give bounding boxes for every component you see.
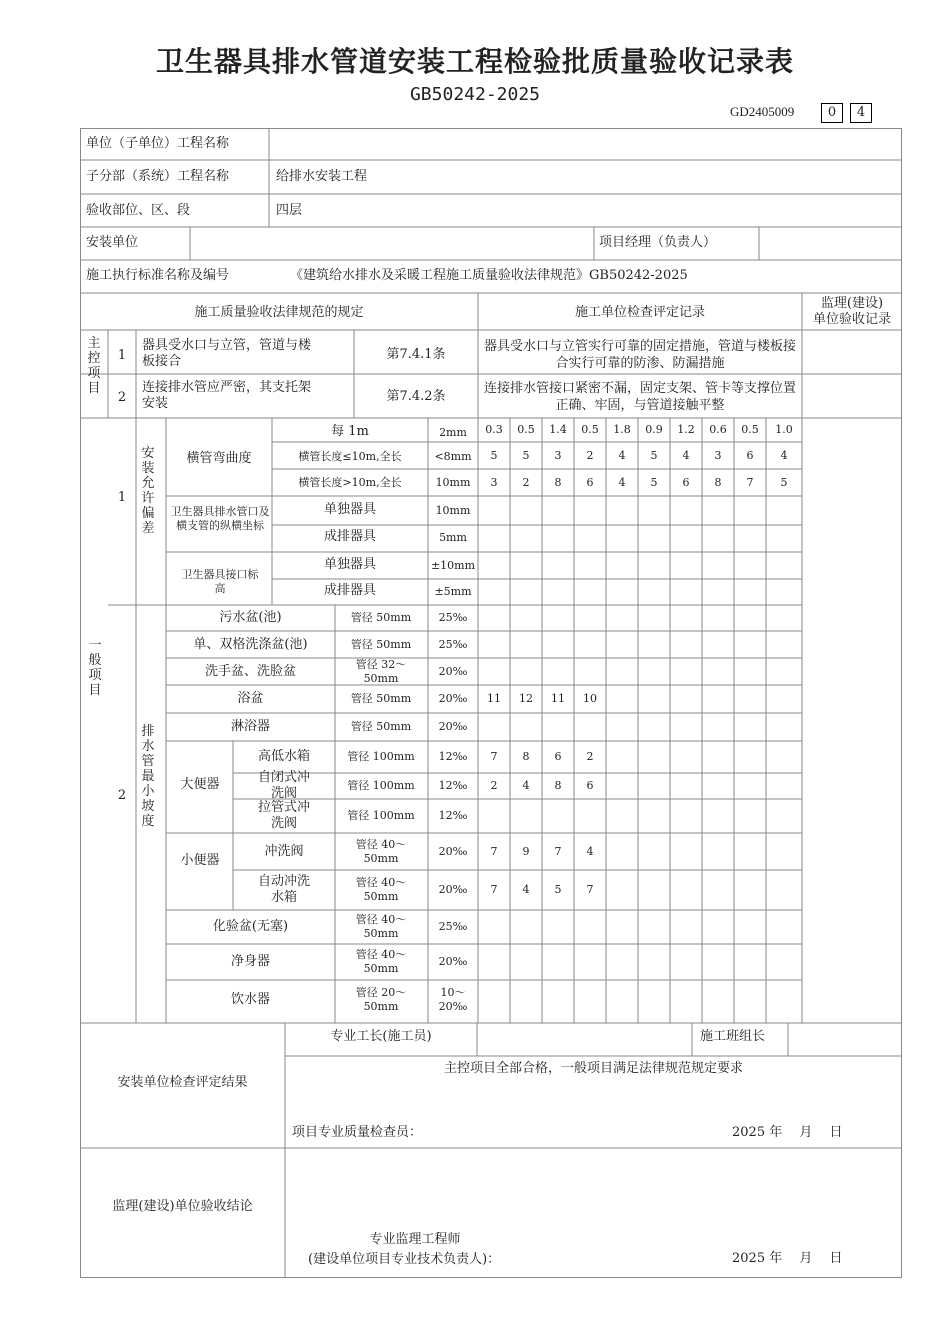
slope-row-2-value: 25‰ (438, 637, 468, 651)
install-conclusion[interactable]: 主控项目全部合格，一般项目满足法律规范规定要求 (443, 1061, 743, 1076)
slope-measure-cell[interactable]: 4 (586, 844, 594, 858)
bend-measure-cell[interactable]: 1.4 (549, 423, 567, 436)
bend-measure-cell[interactable]: 4 (780, 448, 788, 462)
slope-row-12-pipe: 管径 40～50mm (355, 948, 407, 975)
slope-measure-cell[interactable]: 10 (583, 692, 597, 705)
group-toilet-label: 大便器 (180, 777, 220, 792)
main-item-1-clause: 第7.4.1条 (386, 347, 446, 362)
foreman-label: 专业工长(施工员) (330, 1029, 432, 1044)
slope-measure-cell[interactable]: 11 (551, 692, 565, 705)
per-1m-tolerance: 2mm (439, 426, 467, 439)
bend-measure-cell[interactable]: 5 (780, 475, 788, 489)
elev-single-label: 单独器具 (323, 557, 376, 572)
bend-measure-cell[interactable]: 3 (490, 475, 498, 489)
slope-row-5-pipe: 管径 50mm (350, 720, 412, 733)
bend-measure-cell[interactable]: 6 (682, 475, 690, 489)
project-manager-label: 项目经理（负责人） (599, 235, 717, 250)
gt10-tolerance: 10mm (435, 476, 471, 489)
slope-row-10-pipe: 管径 40～50mm (355, 876, 407, 903)
le10-tolerance: <8mm (434, 450, 472, 463)
bend-measure-cell[interactable]: 3 (714, 448, 722, 462)
le10-label: 横管长度≤10m,全长 (298, 450, 402, 463)
slope-row-7-pipe: 管径 100mm (347, 779, 415, 792)
slope-row-7-name: 自闭式冲洗阀 (257, 770, 310, 801)
general-label: 一般项目 (88, 638, 102, 698)
slope-measure-cell[interactable]: 8 (522, 750, 530, 763)
slope-row-9-value: 20‰ (438, 844, 468, 858)
bend-measure-cell[interactable]: 5 (650, 448, 658, 462)
slope-measure-cell[interactable]: 7 (490, 750, 498, 763)
coord-single-tolerance: 10mm (435, 504, 471, 517)
slope-measure-cell[interactable]: 6 (586, 779, 594, 792)
slope-row-5-value: 20‰ (438, 720, 468, 733)
quality-inspector-label: 项目专业质量检查员： (292, 1125, 423, 1140)
location-label: 验收部位、区、段 (86, 203, 191, 218)
slope-measure-cell[interactable]: 11 (487, 692, 501, 705)
bend-measure-cell[interactable]: 0.5 (517, 423, 535, 436)
team-leader-label: 施工班组长 (700, 1029, 766, 1044)
slope-measure-cell[interactable]: 8 (554, 779, 562, 792)
bend-measure-cell[interactable]: 0.3 (485, 423, 503, 436)
main-item-2-record[interactable]: 连接排水管接口紧密不漏，固定支架、管卡等支撑位置正确、牢固，与管道接触平整 (484, 381, 797, 413)
main-item-1-text: 器具受水口与立管，管道与楼板接合 (142, 338, 312, 369)
slope-measure-cell[interactable]: 12 (519, 692, 533, 705)
bend-measure-cell[interactable]: 0.6 (709, 423, 727, 436)
main-item-2-clause: 第7.4.2条 (386, 389, 446, 404)
slope-row-11-name: 化验盆(无塞) (212, 919, 289, 934)
slope-row-12-name: 净身器 (230, 954, 270, 969)
bend-measure-cell[interactable]: 4 (618, 448, 626, 462)
slope-row-7-value: 12‰ (438, 779, 468, 792)
slope-row-1-pipe: 管径 50mm (350, 611, 412, 624)
slope-row-13-pipe: 管径 20～50mm (355, 985, 407, 1013)
bend-measure-cell[interactable]: 7 (746, 475, 754, 489)
bend-measure-cell[interactable]: 5 (490, 448, 498, 462)
per-1m-label: 每 1m (331, 424, 369, 439)
slope-measure-cell[interactable]: 7 (554, 844, 562, 858)
slope-measure-cell[interactable]: 9 (522, 844, 530, 858)
slope-row-6-value: 12‰ (438, 750, 468, 763)
main-item-2-no: 2 (117, 390, 127, 405)
slope-measure-cell[interactable]: 4 (522, 779, 530, 792)
form-box-2[interactable]: 4 (850, 103, 872, 123)
sub-division-value[interactable]: 给排水安装工程 (276, 169, 368, 184)
coord-row-label: 成排器具 (323, 529, 376, 544)
supervision-column-header: 监理(建设) 单位验收记录 (812, 296, 891, 327)
gt10-label: 横管长度>10m,全长 (298, 476, 402, 489)
slope-row-10-value: 20‰ (438, 883, 468, 896)
bend-measure-cell[interactable]: 5 (522, 448, 530, 462)
form-box-1[interactable]: 0 (821, 103, 843, 123)
main-item-2-text: 连接排水管应严密，其支托架安装 (142, 380, 312, 411)
general-2-no: 2 (117, 788, 127, 803)
slope-row-11-pipe: 管径 40～50mm (355, 913, 407, 940)
bend-measure-cell[interactable]: 8 (714, 475, 722, 489)
inspection-form (80, 128, 902, 1278)
supervision-date[interactable]: 2025 年 月 日 (732, 1251, 843, 1266)
bend-measure-cell[interactable]: 2 (586, 448, 594, 462)
elev-row-tolerance: ±5mm (434, 585, 472, 598)
bend-measure-cell[interactable]: 5 (650, 475, 658, 489)
standard-code: GB50242-2025 (409, 84, 541, 105)
slope-row-10-name: 自动冲洗水箱 (257, 874, 310, 905)
slope-row-12-value: 20‰ (438, 955, 468, 968)
slope-measure-cell[interactable]: 7 (586, 883, 594, 896)
exec-standard-label: 施工执行标准名称及编号 (86, 268, 230, 283)
slope-row-4-name: 浴盆 (237, 691, 264, 706)
horizontal-bend-label: 横管弯曲度 (186, 451, 252, 466)
bend-measure-cell[interactable]: 1.2 (677, 423, 695, 436)
form-title: 卫生器具排水管道安装工程检验批质量验收记录表 (155, 45, 794, 78)
slope-row-4-pipe: 管径 50mm (350, 692, 412, 705)
slope-measure-cell[interactable]: 7 (490, 844, 498, 858)
bend-measure-cell[interactable]: 0.9 (645, 423, 663, 436)
coord-single-label: 单独器具 (323, 502, 376, 517)
install-unit-label: 安装单位 (86, 235, 139, 250)
slope-measure-cell[interactable]: 6 (554, 750, 562, 763)
slope-row-5-name: 淋浴器 (230, 719, 270, 734)
slope-row-2-name: 单、双格洗涤盆(池) (193, 636, 308, 652)
slope-row-9-name: 冲洗阀 (264, 843, 304, 859)
slope-row-9-pipe: 管径 40～50mm (355, 837, 407, 865)
install-date[interactable]: 2025 年 月 日 (732, 1125, 843, 1140)
general-1-no: 1 (117, 490, 127, 505)
slope-measure-cell[interactable]: 7 (490, 883, 498, 896)
slope-row-13-value: 10～20‰ (438, 985, 468, 1013)
slope-row-3-pipe: 管径 32～50mm (355, 657, 407, 685)
location-value[interactable]: 四层 (276, 203, 303, 218)
spec-column-header: 施工质量验收法律规范的规定 (194, 305, 364, 320)
slope-row-6-pipe: 管径 100mm (347, 750, 415, 763)
install-result-label: 安装单位检查评定结果 (117, 1075, 248, 1090)
group-urinal-label: 小便器 (180, 853, 220, 868)
bend-measure-cell[interactable]: 1.8 (613, 423, 631, 436)
exec-standard-value[interactable]: 《建筑给水排水及采暖工程施工质量验收法律规范》GB50242-2025 (290, 268, 688, 283)
bend-measure-cell[interactable]: 0.5 (741, 423, 759, 436)
bend-measure-cell[interactable]: 0.5 (581, 423, 599, 436)
bend-measure-cell[interactable]: 3 (554, 448, 562, 462)
coordinate-label: 卫生器具排水管口及横支管的纵横坐标 (170, 505, 270, 532)
slope-row-3-name: 洗手盆、洗脸盆 (204, 663, 296, 679)
elevation-label: 卫生器具接口标高 (181, 568, 259, 595)
bend-measure-cell[interactable]: 2 (522, 475, 530, 489)
sub-division-label: 子分部（系统）工程名称 (86, 169, 230, 184)
slope-measure-cell[interactable]: 2 (490, 779, 498, 792)
bend-measure-cell[interactable]: 6 (586, 475, 594, 489)
slope-row-8-name: 拉管式冲洗阀 (257, 800, 310, 831)
slope-measure-cell[interactable]: 4 (522, 883, 530, 896)
unit-project-label: 单位（子单位）工程名称 (86, 136, 230, 151)
slope-measure-cell[interactable]: 2 (586, 750, 594, 763)
bend-measure-cell[interactable]: 1.0 (775, 423, 793, 436)
main-item-1-record[interactable]: 器具受水口与立管实行可靠的固定措施，管道与楼板接合实行可靠的防渗、防漏措施 (484, 339, 797, 371)
slope-row-13-name: 饮水器 (230, 991, 270, 1007)
main-control-label: 主控项目 (87, 336, 101, 396)
slope-row-2-pipe: 管径 50mm (350, 637, 412, 651)
slope-row-1-value: 25‰ (438, 611, 468, 624)
record-column-header: 施工单位检查评定记录 (574, 305, 705, 320)
slope-row-8-value: 12‰ (438, 809, 468, 822)
slope-row-4-value: 20‰ (438, 692, 468, 705)
form-code: GD2405009 (730, 104, 795, 119)
slope-row-11-value: 25‰ (438, 920, 468, 933)
supervision-result-label: 监理(建设)单位验收结论 (112, 1199, 253, 1214)
coord-row-tolerance: 5mm (439, 531, 467, 544)
bend-measure-cell[interactable]: 6 (746, 448, 754, 462)
general-2-category: 排水管最小坡度 (141, 724, 155, 829)
supervising-engineer-label: 专业监理工程师 (369, 1232, 461, 1247)
bend-measure-cell[interactable]: 4 (682, 448, 690, 462)
elev-single-tolerance: ±10mm (430, 559, 476, 572)
bend-measure-cell[interactable]: 8 (554, 475, 562, 489)
slope-row-1-name: 污水盆(池) (219, 610, 282, 625)
slope-row-3-value: 20‰ (438, 664, 468, 678)
slope-row-8-pipe: 管径 100mm (347, 809, 415, 822)
supervising-engineer-sub: (建设单位项目专业技术负责人)： (308, 1252, 501, 1267)
main-item-1-no: 1 (117, 348, 127, 363)
bend-measure-cell[interactable]: 4 (618, 475, 626, 489)
elev-row-label: 成排器具 (323, 583, 376, 598)
slope-measure-cell[interactable]: 5 (554, 883, 562, 896)
general-1-category: 安装允许偏差 (141, 446, 155, 536)
slope-row-6-name: 高低水箱 (257, 749, 310, 764)
